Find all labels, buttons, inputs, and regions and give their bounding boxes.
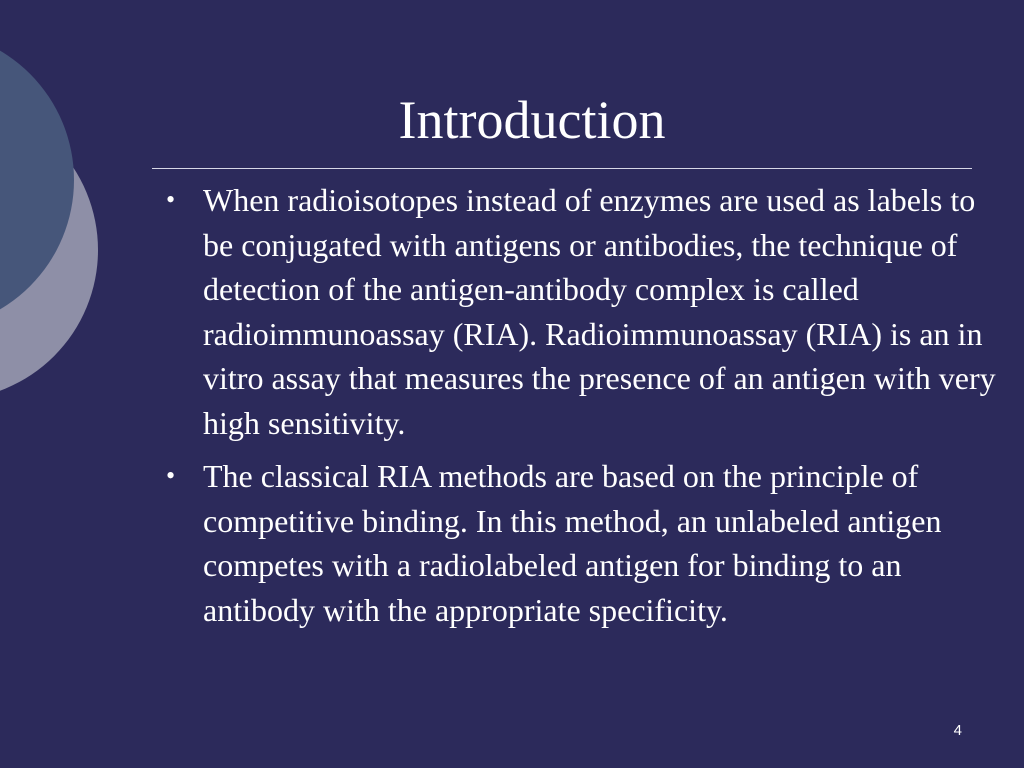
slide-title: Introduction <box>398 90 666 150</box>
title-divider <box>152 168 972 169</box>
bullet-marker-icon: • <box>166 461 176 490</box>
bullet-item <box>160 178 1000 445</box>
bullet-marker-icon: • <box>166 185 176 214</box>
bullet-text: The classical RIA methods are based on the principle of competitive binding. In this method, an unlabeled antigen competes with a radiolabeled antigen for binding to an antibody with the appropriate specificity. <box>203 458 942 628</box>
bullet-list <box>160 178 1000 641</box>
bullet-text: When radioisotopes instead of enzymes are used as labels to be conjugated with antigens or antibodies, the technique of detection of the antigen-antibody complex is called radioimmunoassay (RIA). Radioimmunoassay (RIA) is an in vitro assay that measures the presence of an antigen with very high sensitivity. <box>203 182 996 441</box>
bullet-item <box>160 454 1000 632</box>
slide-number: 4 <box>953 722 962 739</box>
